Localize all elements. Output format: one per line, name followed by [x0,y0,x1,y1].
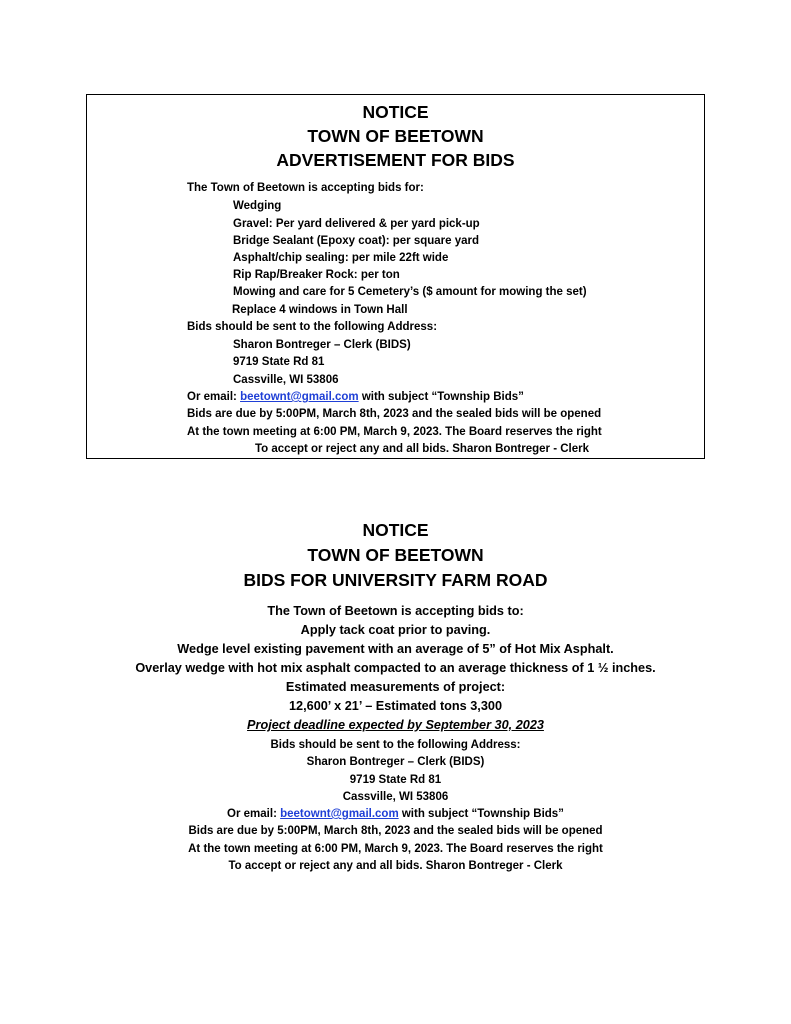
notice1-heading: NOTICE [362,102,429,122]
notice2-line-wedge-level: Wedge level existing pavement with an average of 5” of Hot Mix Asphalt. [177,642,614,656]
notice2-line-overlay: Overlay wedge with hot mix asphalt compacted to an average thickness of 1 ½ inches. [135,661,656,675]
notice2-address-street: 9719 State Rd 81 [349,774,442,786]
bid-item-windows: Replace 4 windows in Town Hall [232,304,408,316]
notice1-email-prefix: Or email: [187,391,241,403]
notice1-address-street: 9719 State Rd 81 [233,356,325,368]
notice2-line-intro: The Town of Beetown is accepting bids to: [267,604,524,618]
bid-item-asphalt: Asphalt/chip sealing: per mile 22ft wide [233,252,449,264]
notice1-send-to: Bids should be sent to the following Address: [187,321,438,333]
notice2-email-link[interactable]: beetownt@gmail.com [280,808,399,820]
notice2-email-suffix: with subject “Township Bids” [398,808,564,820]
bid-item-wedging: Wedging [233,200,282,212]
notice2-meeting: At the town meeting at 6:00 PM, March 9, 2023. The Board reserves the right [188,843,603,855]
notice2-heading: NOTICE [362,520,429,540]
notice2-line-measurements: 12,600’ x 21’ – Estimated tons 3,300 [289,699,502,713]
notice2-address-city: Cassville, WI 53806 [342,791,449,803]
notice1-intro: The Town of Beetown is accepting bids for: [187,182,424,194]
bid-item-gravel: Gravel: Per yard delivered & per yard pick-up [233,218,480,230]
notice1-meeting: At the town meeting at 6:00 PM, March 9, 2023. The Board reserves the right [187,426,602,438]
notice1-email-link[interactable]: beetownt@gmail.com [240,391,359,403]
notice2-closing: To accept or reject any and all bids. Sharon Bontreger - Clerk [228,860,563,872]
notice2-town: TOWN OF BEETOWN [307,545,484,565]
notice2-line-tack-coat: Apply tack coat prior to paving. [300,623,491,637]
notice2-send-to: Bids should be sent to the following Address: [270,739,521,751]
notice1-town: TOWN OF BEETOWN [307,126,484,146]
notice1-subtitle: ADVERTISEMENT FOR BIDS [276,150,515,170]
bid-item-mowing: Mowing and care for 5 Cemetery’s ($ amount for mowing the set) [233,286,587,298]
notice1-closing: To accept or reject any and all bids. Sharon Bontreger - Clerk [255,443,590,455]
notice1-address-name: Sharon Bontreger – Clerk (BIDS) [233,339,411,351]
notice1-address-city: Cassville, WI 53806 [233,374,339,386]
notice2-due: Bids are due by 5:00PM, March 8th, 2023 and the sealed bids will be opened [188,825,603,837]
bid-item-bridge-sealant: Bridge Sealant (Epoxy coat): per square yard [233,235,480,247]
notice2-line-estimated: Estimated measurements of project: [285,680,506,694]
notice2-email-prefix: Or email: [227,808,281,820]
notice2-deadline-text: Project deadline expected by September 30, 2023 [247,718,544,732]
notice1-due: Bids are due by 5:00PM, March 8th, 2023 and the sealed bids will be opened [187,408,602,420]
notice2-deadline [0,717,791,733]
notice2-subtitle: BIDS FOR UNIVERSITY FARM ROAD [243,570,548,590]
notice1-email-suffix: with subject “Township Bids” [358,391,524,403]
bid-item-rip-rap: Rip Rap/Breaker Rock: per ton [233,269,400,281]
notice2-email-line [0,807,791,821]
notice2-address-name: Sharon Bontreger – Clerk (BIDS) [306,756,485,768]
